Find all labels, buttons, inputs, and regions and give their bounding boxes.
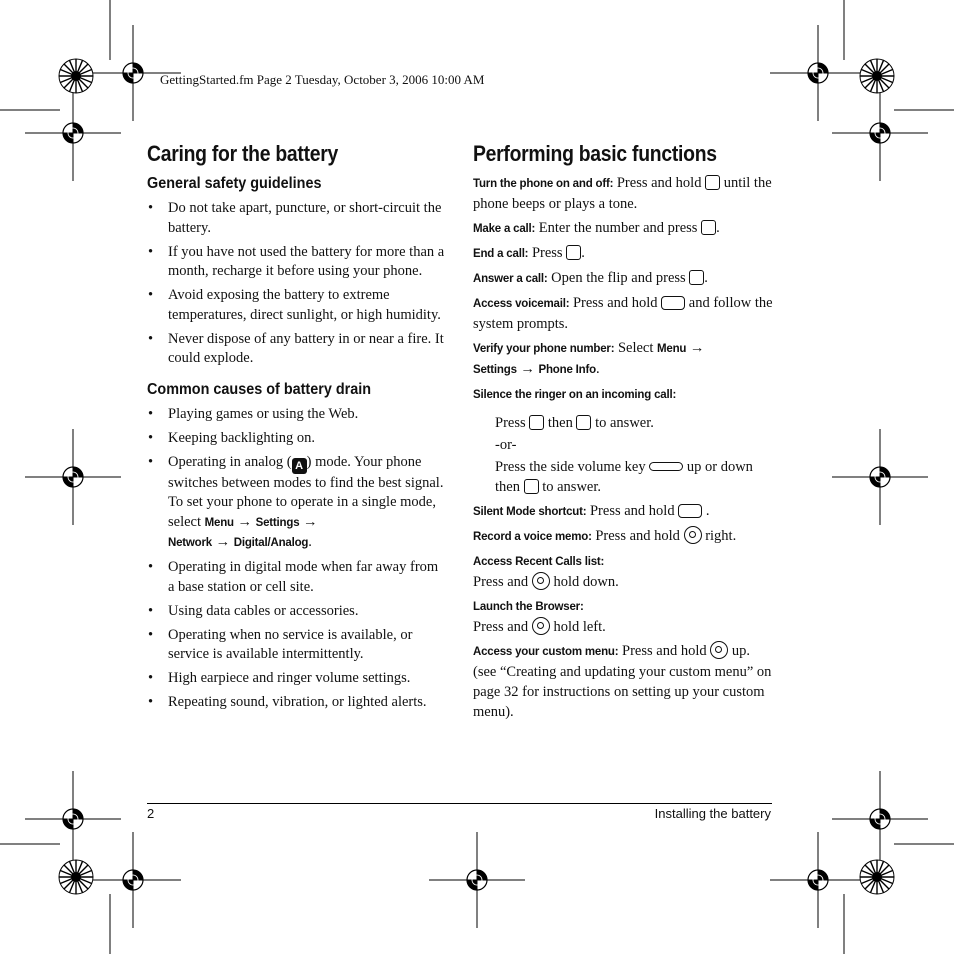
safety-guidelines-list (147, 199, 447, 369)
list-item: • Keeping backlighting on. (147, 429, 447, 449)
menu-path-settings: Settings (255, 516, 300, 529)
file-header: GettingStarted.fm Page 2 Tuesday, October 3, 2006 10:00 AM (160, 72, 485, 87)
browser-label: Launch the Browser: (473, 601, 584, 613)
custom-menu-instruction: Access your custom menu: Press and hold up. (see “Creating and updating your custom menu” on page 32 for instructions on setting up your custom menu). (473, 643, 772, 720)
voice-memo-instruction: Record a voice memo: Press and hold right. (473, 528, 737, 544)
recent-calls-instruction: Press and hold down. (473, 574, 619, 590)
navigation-key-icon (684, 526, 702, 544)
list-item: • High earpiece and ringer volume settings. (147, 669, 447, 689)
navigation-key-icon (532, 572, 550, 590)
menu-path-network: Network (168, 537, 212, 549)
silent-mode-instruction: Silent Mode shortcut: Press and hold . (473, 503, 710, 519)
safety-guidelines-heading: General safety guidelines (147, 175, 322, 192)
answer-call-instruction: Answer a call: Open the flip and press . (473, 270, 708, 286)
right-column (473, 141, 773, 726)
power-end-key-icon (529, 415, 544, 430)
silence-ringer-label: Silence the ringer on an incoming call: (473, 389, 677, 401)
list-item-analog: • Operating in analog ( A ) mode. Your phone switches between modes to find the best signal. To set your phone to operate in a single mode, select Menu → Settings → Network → Digital/Analog. (147, 453, 447, 554)
list-item: • Do not take apart, puncture, or short-circuit the battery. (147, 199, 447, 238)
navigation-key-icon (532, 617, 550, 635)
navigation-key-icon (710, 641, 728, 659)
silence-ringer-option-1: Press then to answer. (495, 415, 654, 431)
end-call-instruction: End a call: Press . (473, 245, 585, 261)
menu-path-settings: Settings (473, 364, 517, 376)
page-number: 2 (147, 806, 155, 821)
menu-path-digital-analog: Digital/Analog (233, 537, 309, 549)
talk-key-icon (689, 270, 704, 285)
talk-key-icon (524, 479, 539, 494)
battery-drain-list (147, 405, 447, 713)
basic-functions-title: Performing basic functions (473, 141, 717, 166)
voicemail-instruction: Access voicemail: Press and hold and follow the system prompts. (473, 295, 773, 332)
browser-instruction: Press and hold left. (473, 619, 606, 635)
list-item: • Never dispose of any battery in or near a fire. It could explode. (147, 330, 447, 369)
verify-number-instruction: Verify your phone number: Select Menu → Settings → Phone Info. (473, 340, 705, 377)
menu-path-menu: Menu (657, 343, 687, 355)
battery-care-title: Caring for the battery (147, 141, 339, 166)
talk-key-icon (576, 415, 591, 430)
silence-ringer-option-2: Press the side volume key up or down then to answer. (495, 459, 753, 495)
list-item: • If you have not used the battery for more than a month, recharge it before using your phone. (147, 243, 447, 282)
silence-ringer-or: -or- (495, 437, 517, 453)
power-end-key-icon (566, 245, 581, 260)
battery-drain-heading: Common causes of battery drain (147, 380, 372, 398)
analog-mode-icon: A (292, 458, 307, 474)
list-item: • Operating in digital mode when far away from a base station or cell site. (147, 558, 447, 597)
list-item: • Playing games or using the Web. (147, 405, 447, 425)
left-column (147, 141, 447, 717)
footer-rule (147, 803, 772, 804)
menu-path-menu: Menu (204, 516, 234, 529)
turn-on-off-instruction: Turn the phone on and off: Press and hold until the phone beeps or plays a tone. (473, 175, 772, 212)
silent-mode-key-icon (678, 504, 702, 518)
talk-key-icon (701, 220, 716, 235)
list-item: • Avoid exposing the battery to extreme temperatures, direct sunlight, or high humidity. (147, 286, 447, 325)
voicemail-key-icon (661, 296, 685, 310)
list-item: • Operating when no service is available, or service is available intermittently. (147, 626, 447, 665)
power-end-key-icon (705, 175, 720, 190)
footer-section-title: Installing the battery (654, 806, 771, 821)
list-item: • Repeating sound, vibration, or lighted alerts. (147, 693, 447, 713)
volume-key-icon (649, 462, 683, 471)
make-call-instruction: Make a call: Enter the number and press . (473, 220, 720, 236)
list-item: • Using data cables or accessories. (147, 602, 447, 622)
menu-path-phone-info: Phone Info (538, 364, 596, 376)
recent-calls-label: Access Recent Calls list: (473, 556, 605, 568)
